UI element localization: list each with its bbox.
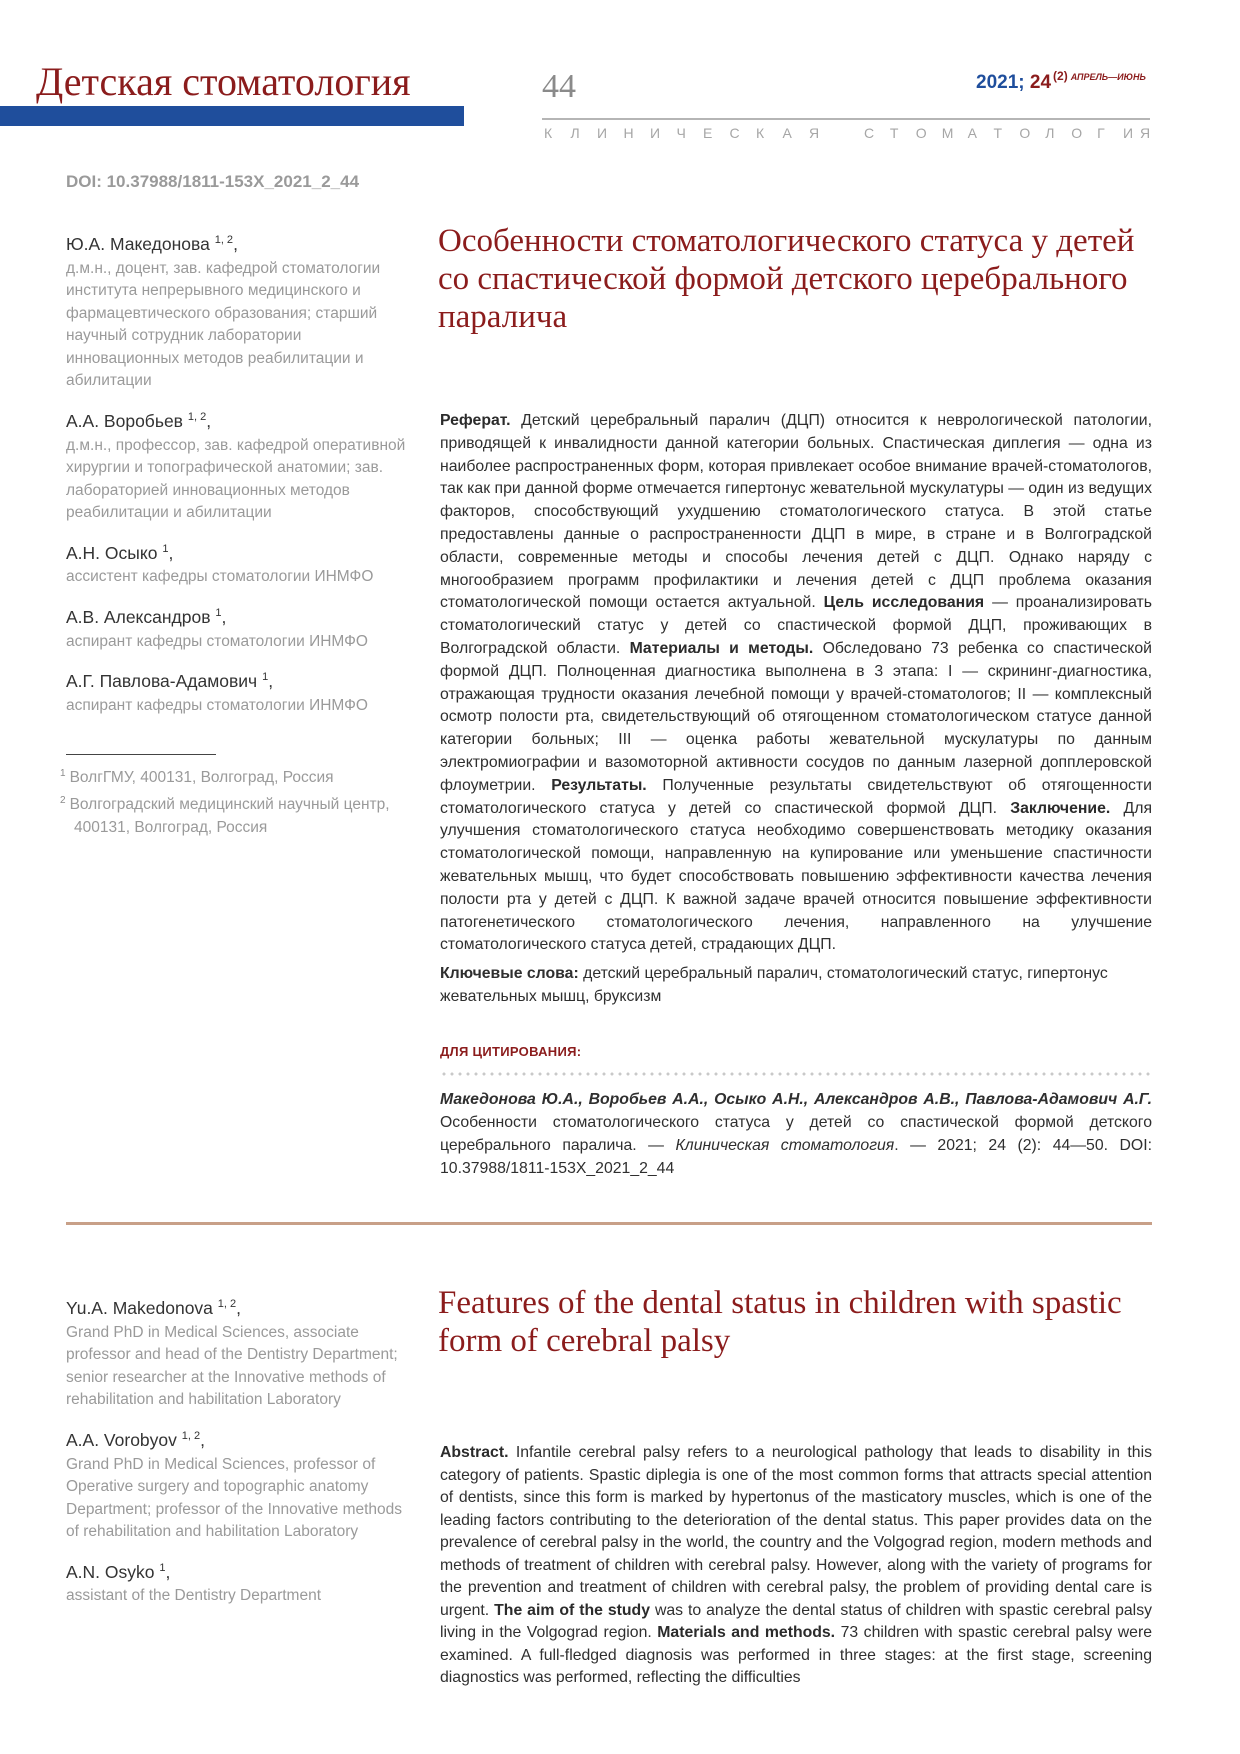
author-description: ассистент кафедры стоматологии ИНМФО — [66, 568, 374, 586]
citation-journal: Клиническая стоматология — [675, 1137, 895, 1154]
affiliation-text: Волгоградский медицинский научный центр, 400131, Волгоград, Россия — [69, 796, 390, 837]
abstract-en-text: Infantile cerebral palsy refers to a neurological pathology that leads to disability in this category of patients. Spastic diplegia is one of the most common forms that attracts special attention of dentists, since this form is marked by hypertonus of the masticatory muscles, which is one of the leading factors contributing to the deterioration of the dental status. This paper provides data on the prevalence of cerebral palsy in the world, the country and the Volgograd region, modern methods and methods of treatment of children with cerebral palsy. However, along with the variety of programs for the prevention and treatment of children with cerebral palsy, the problem of providing dental care is urgent. — [440, 1444, 1152, 1619]
author-name-text: А.В. Александров — [66, 606, 211, 627]
author-name — [66, 599, 406, 631]
keywords-label: Ключевые слова: — [440, 965, 579, 982]
abstract-ru-aim-text: — проанализировать стоматологический статус у детей со спастической формой ДЦП, проживающих в Волгоградской области. — [440, 594, 1152, 657]
affiliation-item — [60, 762, 400, 789]
section-letter: Т — [889, 125, 899, 141]
dotted-divider — [440, 1072, 1152, 1076]
author-description: аспирант кафедры стоматологии ИНМФО — [66, 697, 368, 715]
author-name-text: А.А. Воробьев — [66, 410, 183, 431]
author-affiliation-marker: 1 — [159, 1561, 166, 1574]
author-name-suffix: , — [165, 1561, 171, 1582]
section-label — [542, 125, 1150, 143]
author-affiliation-marker: 1, 2 — [217, 1298, 237, 1310]
journal-title: Детская стоматология — [36, 59, 411, 104]
issue-number: (2) — [1053, 69, 1068, 83]
citation-title: Особенности стоматологического статуса у детей со спастической формой детского церебрального паралича. — — [440, 1114, 1152, 1154]
keywords — [440, 962, 1152, 1008]
abstract-ru-conclusion-text: Для улучшения стоматологического статуса необходимо совершенствовать методику оказания стоматологической помощи, направленную на купирование или уменьшение спастичности жевательных мышц, что будет способствовать повышению эффективности качества лечения полости рта у детей с ДЦП. К важной задаче врачей относится повышение эффективности патогенетического стоматологического лечения, направленного на улучшение стоматологического статуса детей, страдающих ДЦП. — [440, 799, 1152, 954]
abstract-ru-text: Детский церебральный паралич (ДЦП) относится к неврологической патологии, приводящей к инвалидности данной категории больных. Спастическая диплегия — одна из наиболее распространенных форм, которая привлекает особое внимание врачей-стоматологов, так как при данной форме отмечается гипертонус жевательной мускулатуры — один из ведущих факторов, способствующий ухудшению стоматологического статуса. В этой статье предоставлены данные о распространенности ДЦП в мире, в стране и в Волгоградской области, современные методы и способы лечения детей с ДЦП. Однако наряду с многообразием программ профилактики и лечения детей с ДЦП проблема оказания стоматологической помощи остается актуальной. — [440, 412, 1152, 612]
section-letter: И — [650, 125, 661, 141]
author-description: Grand PhD in Medical Sciences, associate professor and head of the Dentistry Department; senior researcher at the Innovative methods of rehabilitation and habilitation Laboratory — [66, 1323, 398, 1409]
author-entry — [66, 599, 406, 653]
author-name-suffix: , — [233, 233, 238, 254]
author-description: Grand PhD in Medical Sciences, professor of Operative surgery and topographic anatomy Department; professor of the Innovative methods of rehabilitation and habilitation Laboratory — [66, 1455, 403, 1541]
section-letter: Т — [993, 125, 1003, 141]
citation-details: . — 2021; 24 (2): 44—50. DOI: 10.37988/1811-153X_2021_2_44 — [440, 1137, 1152, 1177]
author-name — [66, 535, 406, 567]
author-name — [66, 663, 406, 695]
abstract-en-label: Abstract. — [440, 1444, 509, 1461]
article-title-en: Features of the dental status in children with spastic form of cerebral palsy — [438, 1285, 1122, 1359]
section-letter: Ч — [676, 125, 686, 141]
abstract-ru-methods-text: Обследовано 73 ребенка со спастической формой ДЦП. Полноценная диагностика выполнена в 3 этапа: I — скрининг-диагностика, отражающая трудности оказания лечебной помощи у врачей-стоматологов; II — комплексный осмотр полости рта, свидетельствующий об отягощенном стоматологическом статусе данной категории больных; III — оценка работы жевательной мускулатуры по данным электромиографии и вазомоторной активности сосудов по данным лазерной допплеровской флоуметрии. — [440, 639, 1152, 794]
section-letter: Г — [1097, 125, 1105, 141]
issue-volume: 24 — [1029, 72, 1052, 93]
affiliation-item — [60, 789, 400, 839]
author-entry — [66, 1290, 406, 1412]
citation — [440, 1088, 1152, 1180]
section-separator — [66, 1222, 1152, 1225]
author-affiliation-marker: 1 — [162, 542, 169, 555]
author-description: д.м.н., профессор, зав. кафедрой оперативной хирургии и топографической анатомии; зав. лабораторией инновационных методов реабилитации и абилитации — [66, 436, 406, 522]
abstract-en — [440, 1442, 1152, 1690]
author-name-text: А.Г. Павлова-Адамович — [66, 671, 258, 692]
author-affiliation-marker: 1 — [215, 606, 222, 619]
abstract-ru-label: Реферат. — [440, 412, 511, 429]
author-name-suffix: , — [200, 1429, 206, 1450]
author-entry — [66, 403, 406, 525]
section-letter: Я — [1140, 125, 1151, 141]
abstract-ru — [440, 410, 1152, 957]
author-affiliation-marker: 1, 2 — [181, 1429, 201, 1442]
header-accent-bar — [0, 106, 464, 126]
section-letter: Я — [809, 125, 820, 141]
author-name — [66, 1554, 406, 1586]
author-name — [66, 1290, 406, 1322]
author-name-suffix: , — [236, 1297, 242, 1318]
author-name-text: A.N. Osyko — [66, 1561, 155, 1582]
author-entry — [66, 226, 406, 393]
author-entry — [66, 1422, 406, 1544]
section-letter: С — [729, 125, 740, 141]
author-affiliation-marker: 1, 2 — [187, 410, 207, 423]
section-letter: Н — [623, 125, 634, 141]
section-letter: И — [597, 125, 608, 141]
author-description: аспирант кафедры стоматологии ИНМФО — [66, 632, 368, 650]
author-name-text: Yu.A. Makedonova — [66, 1297, 213, 1318]
author-description: assistant of the Dentistry Department — [66, 1587, 322, 1605]
author-description: д.м.н., доцент, зав. кафедрой стоматологии института непрерывного медицинского и фармацевтического образования; старший научный сотрудник лаборатории инновационных методов реабилитации и абилитации — [66, 259, 381, 390]
issue-months: АПРЕЛЬ—ИЮНЬ — [1070, 72, 1146, 82]
affiliation-rule — [66, 754, 216, 755]
section-letter: Л — [1045, 125, 1055, 141]
section-letter: К — [544, 125, 553, 141]
author-name — [66, 226, 406, 258]
abstract-ru-conclusion-label: Заключение. — [1010, 799, 1111, 817]
section-letter: А — [782, 125, 792, 141]
section-letter: Е — [703, 125, 713, 141]
header-rule — [542, 118, 1150, 120]
page-number: 44 — [542, 68, 576, 105]
author-name-suffix: , — [268, 671, 274, 692]
section-letter: О — [1019, 125, 1031, 141]
section-letter: С — [864, 125, 875, 141]
authors-en — [66, 1290, 406, 1618]
author-name — [66, 403, 406, 435]
author-entry — [66, 663, 406, 717]
section-letter: Л — [570, 125, 580, 141]
abstract-en-methods-label: Materials and methods. — [657, 1624, 836, 1641]
abstract-en-aim-label: The aim of the study — [494, 1601, 650, 1619]
author-affiliation-marker: 1 — [262, 671, 269, 684]
citation-authors: Македонова Ю.А., Воробьев А.А., Осыко А.Н., Александров А.В., Павлова-Адамович А.Г. — [440, 1091, 1152, 1108]
section-letter: О — [915, 125, 927, 141]
affiliations — [60, 762, 400, 839]
abstract-ru-aim-label: Цель исследования — [823, 594, 985, 612]
section-letter: А — [967, 125, 977, 141]
issue-info — [976, 70, 1146, 92]
section-letter: О — [1071, 125, 1083, 141]
section-letter: И — [1123, 125, 1134, 141]
author-affiliation-marker: 1, 2 — [214, 234, 234, 246]
issue-year: 2021; — [976, 72, 1025, 93]
doi: DOI: 10.37988/1811-153X_2021_2_44 — [66, 172, 360, 191]
abstract-ru-results-text: Полученные результаты свидетельствуют об отягощенности стоматологического статуса у детей со спастической формой ДЦП. — [440, 776, 1152, 817]
section-letter: М — [941, 125, 954, 141]
author-name-text: Ю.А. Македонова — [66, 233, 210, 254]
abstract-en-aim-text: was to analyze the dental status of children with spastic cerebral palsy living in the Volgograd region. — [440, 1601, 1152, 1641]
author-name-text: A.A. Vorobyov — [66, 1429, 177, 1450]
author-entry — [66, 535, 406, 589]
affiliation-marker: 2 — [60, 795, 66, 807]
citation-label: ДЛЯ ЦИТИРОВАНИЯ: — [440, 1044, 582, 1059]
abstract-en-methods-text: 73 children with spastic cerebral palsy were examined. A full-fledged diagnosis was performed in three stages: at the first stage, screening diagnostics was performed, reflecting the difficulties — [440, 1624, 1152, 1686]
abstract-ru-results-label: Результаты. — [551, 776, 647, 794]
abstract-ru-methods-label: Материалы и методы. — [629, 639, 814, 657]
keywords-text: детский церебральный паралич, стоматологический статус, гипертонус жевательных мышц, бруксизм — [440, 965, 1108, 1005]
author-name-suffix: , — [221, 606, 227, 627]
article-title-ru: Особенности стоматологического статуса у детей со спастической формой детского церебрального паралича — [438, 223, 1135, 335]
author-name — [66, 1422, 406, 1454]
author-name-text: А.Н. Осыко — [66, 542, 158, 563]
affiliation-text: ВолгГМУ, 400131, Волгоград, Россия — [69, 769, 334, 787]
author-name-suffix: , — [206, 410, 212, 431]
affiliation-marker: 1 — [60, 768, 66, 779]
author-name-suffix: , — [168, 542, 174, 563]
authors-ru — [66, 226, 406, 728]
section-letter: К — [756, 125, 765, 141]
author-entry — [66, 1554, 406, 1608]
